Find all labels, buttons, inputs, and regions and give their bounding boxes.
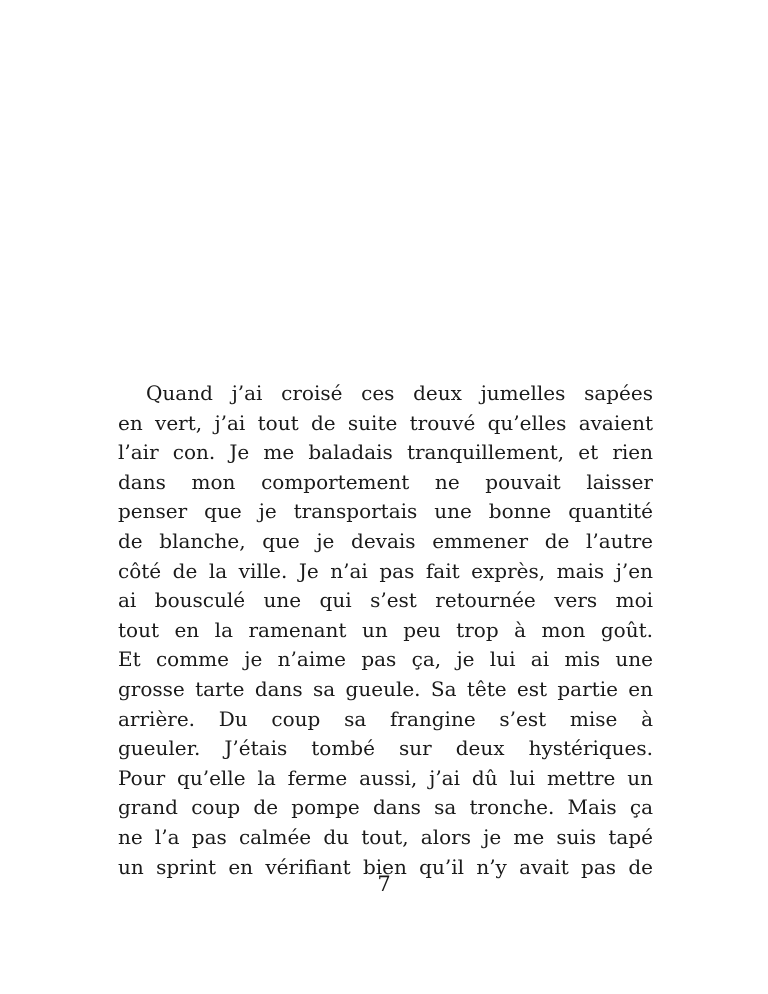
text-line: de blanche, que je devais emmener de l’autre xyxy=(118,528,653,553)
text-line: grosse tarte dans sa gueule. Sa tête est partie en xyxy=(118,676,653,701)
text-line: Et comme je n’aime pas ça, je lui ai mis une xyxy=(118,647,653,672)
text-line: côté de la ville. Je n’ai pas fait exprès, mais j’en xyxy=(118,558,653,583)
text-line: tout en la ramenant un peu trop à mon goût. xyxy=(118,617,653,642)
text-line: ne l’a pas calmée du tout, alors je me suis tapé xyxy=(118,824,653,849)
page-number: 7 xyxy=(377,872,391,896)
text-line: grand coup de pompe dans sa tronche. Mais ça xyxy=(118,795,653,820)
text-line: Quand j’ai croisé ces deux jumelles sapées xyxy=(146,381,653,405)
text-line: ai bousculé une qui s’est retournée vers moi xyxy=(118,588,653,613)
text-line: arrière. Du coup sa frangine s’est mise à xyxy=(118,706,653,731)
text-line: gueuler. J’étais tombé sur deux hystériques. xyxy=(118,736,653,761)
text-line: penser que je transportais une bonne quantité xyxy=(118,499,653,524)
text-line: un sprint en vérifiant bien qu’il n’y avait pas de xyxy=(118,854,653,879)
text-line: dans mon comportement ne pouvait laisser xyxy=(118,469,653,494)
text-line: en vert, j’ai tout de suite trouvé qu’elles avaient xyxy=(118,410,653,435)
text-line: l’air con. Je me baladais tranquillement, et rien xyxy=(118,440,653,465)
text-line: Pour qu’elle la ferme aussi, j’ai dû lui mettre un xyxy=(118,765,653,790)
body-paragraph xyxy=(118,379,653,882)
